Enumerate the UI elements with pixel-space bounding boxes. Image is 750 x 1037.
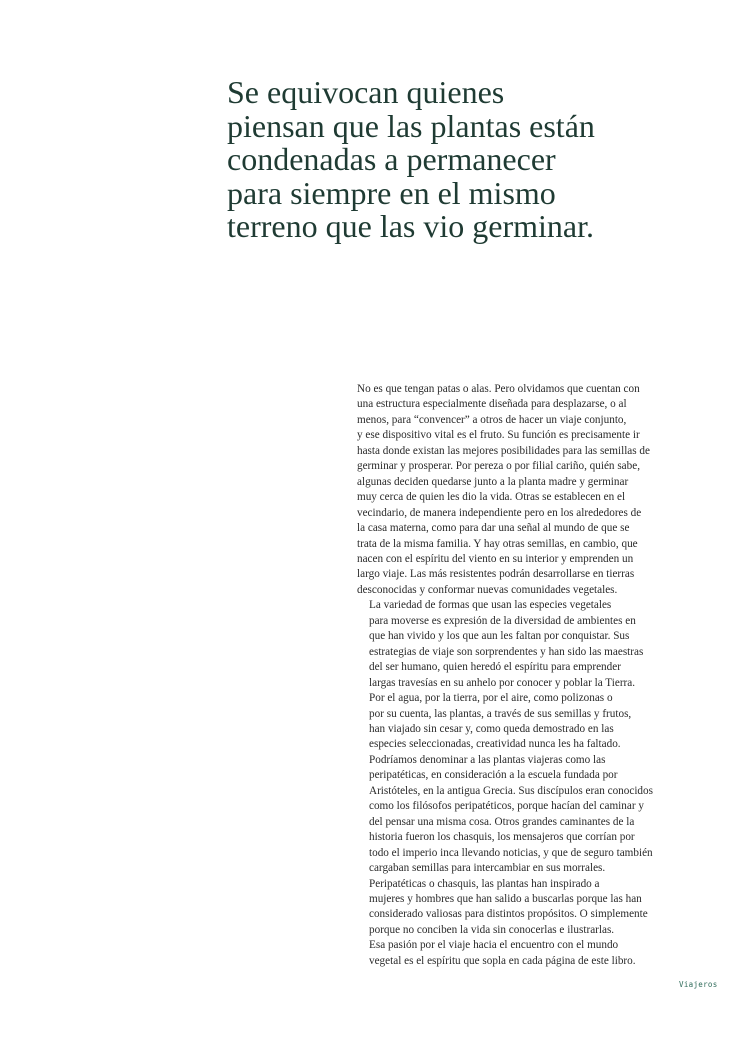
body-line: muy cerca de quien les dio la vida. Otras se establecen en el [357, 491, 626, 504]
pull-quote-line: condenadas a permanecer [227, 141, 556, 177]
body-line: Peripatéticas o chasquis, las plantas han inspirado a [369, 877, 600, 890]
body-line: trata de la misma familia. Y hay otras semillas, en cambio, que [357, 537, 638, 550]
body-line: No es que tengan patas o alas. Pero olvidamos que cuentan con [357, 383, 640, 395]
pull-quote-line: para siempre en el mismo [227, 174, 556, 211]
body-line: hasta donde existan las mejores posibilidades para las semillas de [357, 444, 650, 457]
body-line: largo viaje. Las más resistentes podrán desarrollarse en tierras [357, 568, 635, 581]
body-line: largas travesías en su anhelo por conocer y poblar la Tierra. [369, 676, 636, 689]
body-line: especies seleccionadas, creatividad nunca les ha faltado. [369, 738, 621, 751]
body-text [357, 382, 667, 969]
body-line: peripatéticas, en consideración a la escuela fundada por [369, 769, 618, 782]
body-line: por su cuenta, las plantas, a través de sus semillas y frutos, [369, 707, 632, 720]
body-line: La variedad de formas que usan las especies vegetales [369, 599, 612, 612]
body-line: todo el imperio inca llevando noticias, y que de seguro también [369, 846, 653, 859]
body-line: estrategias de viaje son sorprendentes y han sido las maestras [369, 645, 644, 658]
body-line: una estructura especialmente diseñada para desplazarse, o al [357, 398, 627, 411]
body-line: para moverse es expresión de la diversidad de ambientes en [369, 614, 636, 627]
pull-quote-line: piensan que las plantas están [227, 107, 595, 144]
body-paragraph [357, 382, 667, 598]
pull-quote-line: Se equivocan quienes [227, 74, 505, 110]
running-footer: Viajeros [679, 980, 718, 989]
body-line: Podríamos denominar a las plantas viajeras como las [369, 753, 606, 766]
body-line: Aristóteles, en la antigua Grecia. Sus discípulos eran conocidos [369, 784, 653, 797]
body-line: vecindario, de manera independiente pero en los alrededores de [357, 506, 642, 519]
body-line: y ese dispositivo vital es el fruto. Su función es precisamente ir [357, 429, 640, 442]
body-line: mujeres y hombres que han salido a buscarlas porque las han [369, 892, 642, 905]
pull-quote-line: terreno que las vio germinar. [227, 208, 594, 244]
body-line: considerado valiosas para distintos propósitos. O simplemente [369, 908, 648, 921]
body-line: nacen con el espíritu del viento en su interior y emprenden un [357, 552, 634, 565]
body-line: menos, para “convencer” a otros de hacer un viaje conjunto, [357, 413, 627, 426]
body-line: historia fueron los chasquis, los mensajeros que corrían por [369, 831, 635, 844]
body-line: del ser humano, quien heredó el espíritu para emprender [369, 661, 621, 674]
body-line: Esa pasión por el viaje hacia el encuentro con el mundo [369, 939, 619, 952]
body-paragraph [357, 753, 667, 877]
body-paragraph [357, 938, 667, 969]
body-line: vegetal es el espíritu que sopla en cada página de este libro. [369, 954, 636, 967]
body-line: como los filósofos peripatéticos, porque hacían del caminar y [369, 800, 644, 813]
body-line: algunas deciden quedarse junto a la planta madre y germinar [357, 475, 629, 488]
body-line: han viajado sin cesar y, como queda demostrado en las [369, 722, 614, 735]
pull-quote [227, 76, 667, 244]
body-paragraph [357, 877, 667, 939]
body-paragraph [357, 598, 667, 753]
body-line: la casa materna, como para dar una señal al mundo de que se [357, 522, 630, 535]
body-line: germinar y prosperar. Por pereza o por filial cariño, quién sabe, [357, 460, 640, 473]
body-line: cargaban semillas para intercambiar en sus morrales. [369, 862, 606, 875]
body-line: Por el agua, por la tierra, por el aire, como polizonas o [369, 692, 613, 705]
body-line: que han vivido y los que aun les faltan por conquistar. Sus [369, 630, 630, 643]
body-line: del pensar una misma cosa. Otros grandes caminantes de la [369, 815, 635, 828]
body-line: desconocidas y conformar nuevas comunidades vegetales. [357, 583, 618, 596]
body-line: porque no conciben la vida sin conocerlas e ilustrarlas. [369, 923, 615, 936]
